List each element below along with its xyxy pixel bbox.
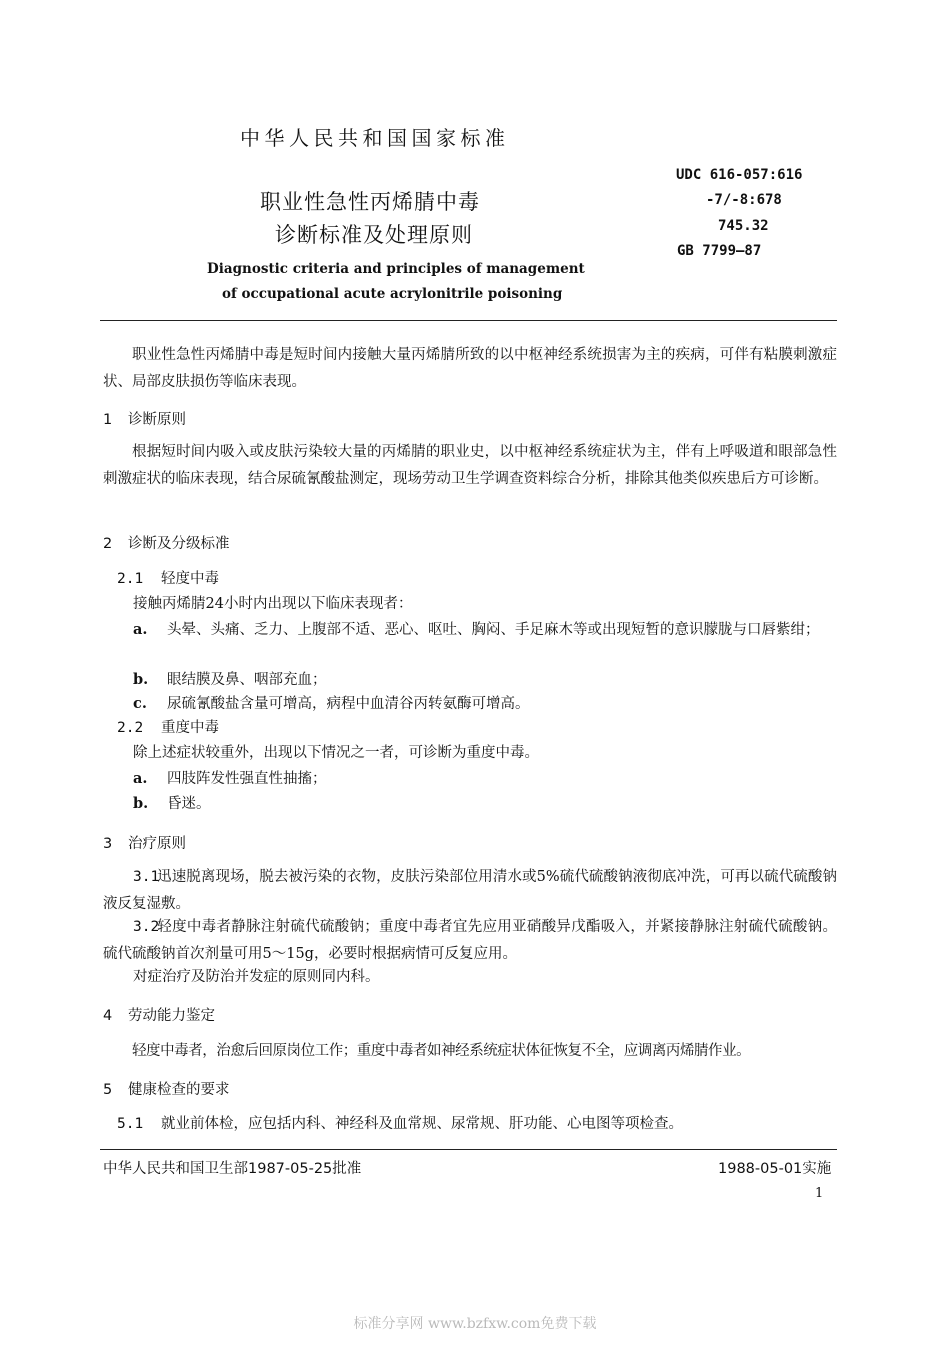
subsection-title: 轻度中毒	[161, 571, 219, 587]
paragraph-3-1	[103, 864, 837, 918]
item-marker: b.	[133, 671, 149, 688]
section-1-heading	[103, 408, 186, 429]
section-5-heading	[103, 1078, 230, 1099]
section-4-paragraph: 轻度中毒者，治愈后回原岗位工作；重度中毒者如神经系统症状体征恢复不全，应调离丙烯腈作业。	[132, 1043, 751, 1059]
item-text: 眼结膜及鼻、咽部充血；	[167, 672, 327, 688]
paragraph-text: 轻度中毒者静脉注射硫代硫酸钠；重度中毒者宜先应用亚硝酸异戊酯吸入，并紧接静脉注射硫代硫酸钠。硫代硫酸钠首次剂量可用5～15g，必要时根据病情可反复应用。	[103, 919, 837, 962]
item-text: 四肢阵发性强直性抽搐；	[167, 771, 327, 787]
english-title-line2: of occupational acute acrylonitrile poisoning	[222, 286, 563, 302]
section-title: 治疗原则	[128, 836, 186, 852]
intro-paragraph: 职业性急性丙烯腈中毒是短时间内接触大量丙烯腈所致的以中枢神经系统损害为主的疾病，可伴有粘膜刺激症状、局部皮肤损伤等临床表现。	[103, 347, 837, 390]
section-number: 5	[103, 1082, 113, 1098]
effective-date: 1988-05-01实施	[718, 1161, 832, 1177]
document-title-line1: 职业性急性丙烯腈中毒	[260, 190, 480, 214]
item-marker: a.	[133, 621, 148, 638]
english-title-line1: Diagnostic criteria and principles of management	[207, 261, 585, 277]
list-item-2-2-a	[133, 765, 327, 793]
section-number: 1	[103, 412, 113, 428]
watermark: 标准分享网 www.bzfxw.com免费下载	[353, 1316, 597, 1332]
subsection-2-2-lead: 除上述症状较重外，出现以下情况之一者，可诊断为重度中毒。	[133, 745, 539, 761]
subsection-2-1-heading	[117, 566, 219, 593]
approval-statement: 中华人民共和国卫生部1987-05-25批准	[103, 1161, 362, 1177]
list-item-2-1-a	[133, 616, 837, 644]
section-1-paragraph: 根据短时间内吸入或皮肤污染较大量的丙烯腈的职业史，以中枢神经系统症状为主，伴有上呼吸道和眼部急性刺激症状的临床表现，结合尿硫氰酸盐测定，现场劳动卫生学调查资料综合分析，排除其他类似疾患后方可诊断。	[103, 444, 837, 487]
section-2-heading	[103, 532, 230, 553]
udc-code-line1: UDC 616-057:616	[676, 167, 803, 183]
subsection-number: 2.1	[117, 571, 144, 587]
section-number: 3	[103, 836, 113, 852]
section-title: 健康检查的要求	[128, 1082, 230, 1098]
item-marker: a.	[133, 770, 148, 787]
page-number: 1	[815, 1186, 824, 1201]
section-number: 4	[103, 1008, 113, 1024]
section-number: 2	[103, 536, 113, 552]
paragraph-3-2	[103, 914, 837, 968]
paragraph-number: 3.1	[133, 869, 160, 885]
paragraph-number: 5.1	[117, 1116, 144, 1132]
section-4-heading	[103, 1004, 215, 1025]
subsection-2-2-heading	[117, 715, 219, 742]
section-title: 诊断及分级标准	[128, 536, 230, 552]
list-item-2-2-b	[133, 790, 211, 818]
paragraph-3-3: 对症治疗及防治并发症的原则同内科。	[133, 969, 380, 985]
section-title: 诊断原则	[128, 412, 186, 428]
list-item-2-1-c	[133, 690, 530, 718]
item-marker: c.	[133, 695, 147, 712]
paragraph-text: 迅速脱离现场，脱去被污染的衣物，皮肤污染部位用清水或5%硫代硫酸钠液彻底冲洗，可再以硫代硫酸钠液反复湿敷。	[103, 869, 837, 912]
item-text: 昏迷。	[167, 796, 211, 812]
gb-code: GB 7799—87	[677, 243, 762, 259]
document-title-line2: 诊断标准及处理原则	[275, 223, 473, 247]
footer-divider	[100, 1149, 837, 1150]
paragraph-5-1	[117, 1111, 683, 1138]
udc-code-line2: -7/-8:678	[706, 192, 782, 208]
subsection-number: 2.2	[117, 720, 144, 736]
subsection-2-1-lead: 接触丙烯腈24小时内出现以下临床表现者：	[133, 596, 413, 612]
item-marker: b.	[133, 795, 149, 812]
standard-title: 中华人民共和国国家标准	[240, 126, 510, 150]
section-3-heading	[103, 832, 186, 853]
paragraph-text: 就业前体检，应包括内科、神经科及血常规、尿常规、肝功能、心电图等项检查。	[161, 1116, 683, 1132]
header-divider	[100, 320, 837, 321]
subsection-title: 重度中毒	[161, 720, 219, 736]
section-title: 劳动能力鉴定	[128, 1008, 215, 1024]
udc-code-line3: 745.32	[718, 218, 769, 234]
paragraph-number: 3.2	[133, 919, 160, 935]
item-text: 头晕、头痛、乏力、上腹部不适、恶心、呕吐、胸闷、手足麻木等或出现短暂的意识朦胧与口唇紫绀；	[167, 622, 820, 638]
item-text: 尿硫氰酸盐含量可增高，病程中血清谷丙转氨酶可增高。	[167, 696, 530, 712]
